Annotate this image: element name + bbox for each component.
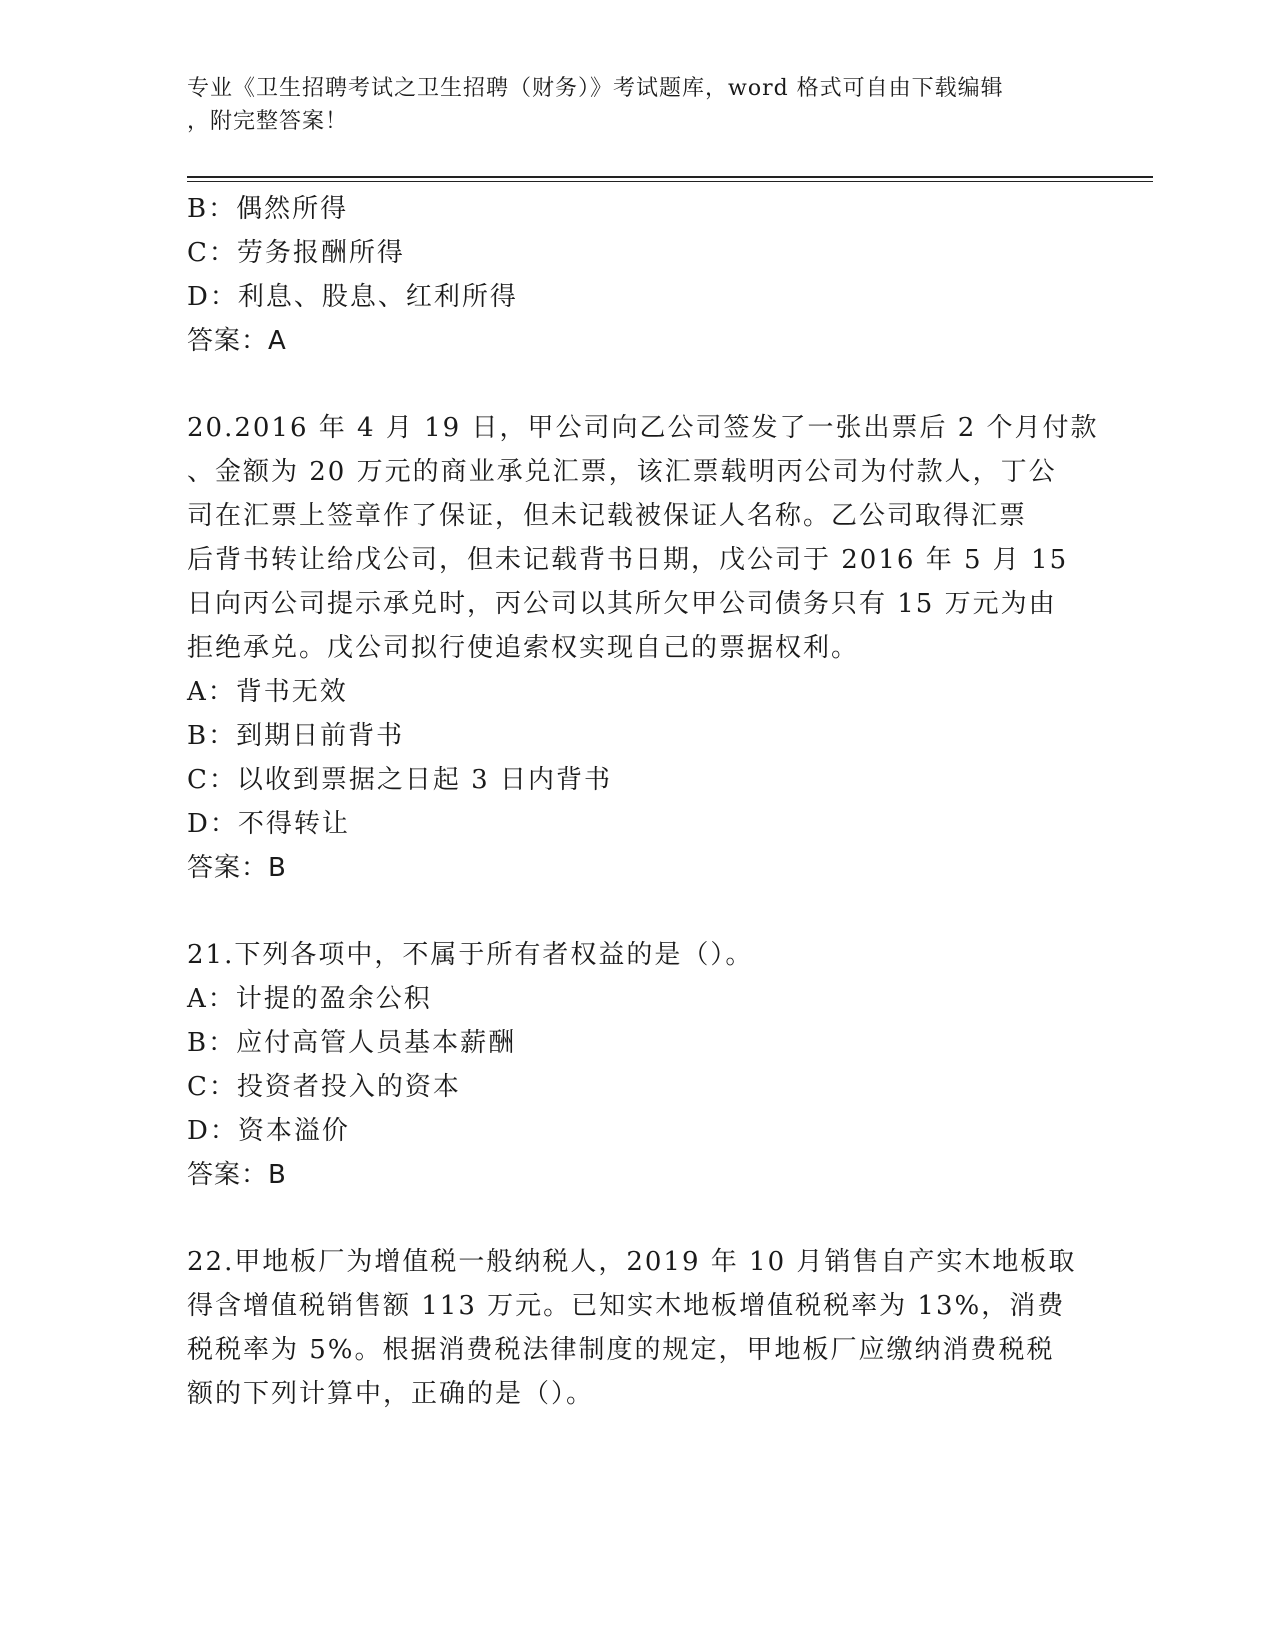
q21-option-d: D：资本溢价 (187, 1116, 350, 1146)
header-divider-thick (187, 176, 1153, 178)
q19-answer: 答案：A (187, 326, 287, 356)
q20-stem-line-2: 、金额为 20 万元的商业承兑汇票，该汇票载明丙公司为付款人，丁公 (187, 457, 1057, 487)
header-divider-thin (187, 181, 1153, 182)
document-header (187, 72, 1077, 138)
q19-option-c: C：劳务报酬所得 (187, 238, 405, 268)
q20-option-a: A：背书无效 (187, 677, 348, 707)
q19-option-d: D：利息、股息、红利所得 (187, 282, 518, 312)
q20-stem-line-6: 拒绝承兑。戊公司拟行使追索权实现自己的票据权利。 (187, 633, 860, 663)
q20-stem-line-4: 后背书转让给戊公司，但未记载背书日期，戊公司于 2016 年 5 月 15 (187, 545, 1069, 575)
q22-stem-line-3: 税税率为 5%。根据消费税法律制度的规定，甲地板厂应缴纳消费税税 (187, 1335, 1055, 1365)
q21-stem: 21.下列各项中，不属于所有者权益的是（）。 (187, 940, 754, 970)
q21-option-b: B：应付高管人员基本薪酬 (187, 1028, 517, 1058)
q20-option-b: B：到期日前背书 (187, 721, 405, 751)
q22-stem-line-1: 22.甲地板厂为增值税一般纳税人，2019 年 10 月销售自产实木地板取 (187, 1247, 1077, 1277)
q20-stem-line-5: 日向丙公司提示承兑时，丙公司以其所欠甲公司债务只有 15 万元为由 (187, 589, 1057, 619)
q21-option-a: A：计提的盈余公积 (187, 984, 432, 1014)
q20-stem-line-3: 司在汇票上签章作了保证，但未记载被保证人名称。乙公司取得汇票 (187, 501, 1028, 531)
q20-option-d: D：不得转让 (187, 809, 350, 839)
q19-option-b: B：偶然所得 (187, 194, 349, 224)
header-line-2: ，附完整答案！ (187, 109, 349, 134)
header-line-1: 专业《卫生招聘考试之卫生招聘（财务）》考试题库，word 格式可自由下载编辑 (187, 76, 1004, 101)
q22-stem-line-2: 得含增值税销售额 113 万元。已知实木地板增值税税率为 13%，消费 (187, 1291, 1066, 1321)
q20-option-c: C：以收到票据之日起 3 日内背书 (187, 765, 612, 795)
q20-answer: 答案：B (187, 853, 287, 883)
q20-stem-line-1: 20.2016 年 4 月 19 日，甲公司向乙公司签发了一张出票后 2 个月付款 (187, 413, 1099, 443)
q22-stem-line-4: 额的下列计算中，正确的是（）。 (187, 1379, 595, 1409)
q21-option-c: C：投资者投入的资本 (187, 1072, 461, 1102)
q21-answer: 答案：B (187, 1160, 287, 1190)
